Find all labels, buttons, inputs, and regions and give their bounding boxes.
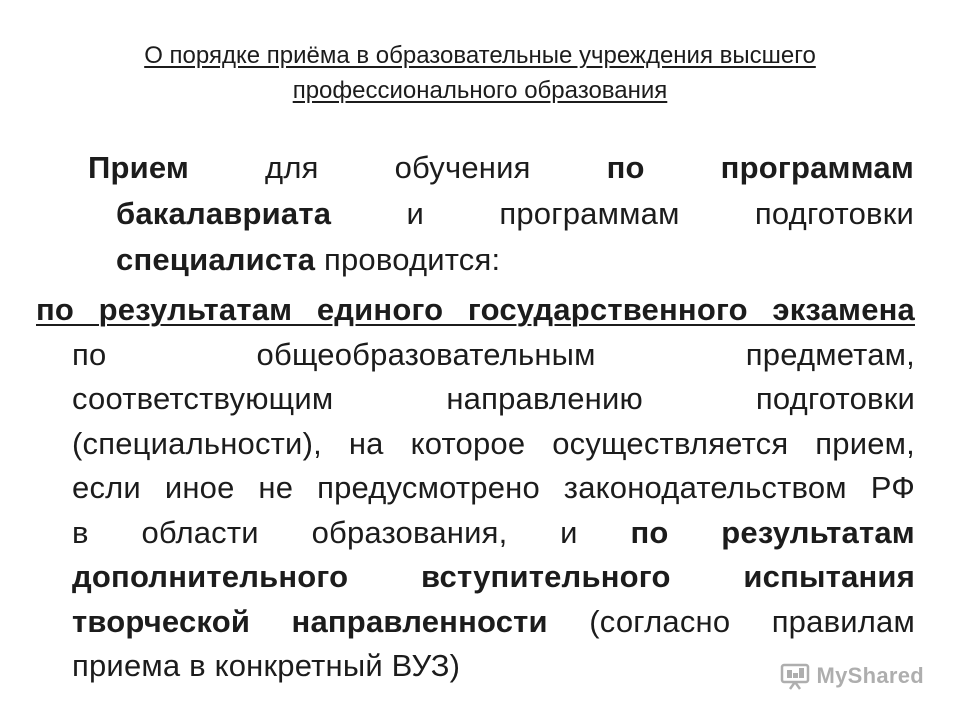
admission-paragraph: [88, 145, 914, 283]
paragraph-line: (специальности), на которое осуществляется прием,: [72, 425, 915, 461]
text-run: обучения: [394, 150, 531, 185]
text-run: по: [72, 336, 107, 372]
text-run: программам: [499, 196, 680, 231]
exam-paragraph: [36, 288, 915, 689]
text-run: бакалавриата: [116, 196, 332, 231]
watermark-text: MyShared: [816, 663, 924, 688]
title-line-2: профессионального образования: [292, 77, 668, 104]
text-run: подготовки: [754, 196, 914, 231]
presentation-board-icon: [780, 662, 810, 690]
paragraph-line: [88, 191, 914, 237]
paragraph-line: [36, 377, 915, 422]
text-run: в: [72, 514, 89, 550]
text-run: для: [265, 150, 319, 185]
paragraph-line: [36, 555, 915, 600]
text-run: предметам,: [745, 336, 915, 372]
text-run: вступительного: [421, 559, 671, 594]
slide-title: [40, 38, 920, 108]
text-run: (согласно правилам: [547, 603, 915, 639]
text-run: области: [141, 514, 259, 550]
text-run: творческой направленности: [72, 603, 548, 639]
text-run: проводится:: [315, 242, 501, 277]
text-run: и: [560, 514, 578, 550]
text-run: направлению: [446, 381, 643, 416]
text-run: образования,: [311, 514, 508, 550]
text-run: Прием: [88, 150, 190, 185]
paragraph-line: если иное не предусмотрено законодательством РФ: [72, 470, 915, 505]
paragraph-line: [88, 237, 914, 283]
paragraph-line: [36, 600, 915, 645]
myshared-watermark: [780, 662, 924, 690]
text-run: дополнительного: [72, 559, 349, 594]
text-run: специалиста: [116, 242, 316, 277]
text-run: по программам: [606, 150, 914, 185]
text-run: общеобразовательным: [256, 336, 596, 372]
text-run: по результатам: [630, 514, 915, 550]
paragraph-line: [36, 333, 915, 378]
paragraph-line: по результатам единого государственного экзамена: [36, 292, 915, 327]
paragraph-line: [88, 145, 914, 191]
paragraph-line: [36, 511, 915, 556]
text-run: и: [406, 196, 425, 231]
text-run: испытания: [743, 559, 915, 594]
paragraph-line: приема в конкретный ВУЗ): [72, 648, 461, 683]
text-run: соответствующим: [72, 381, 334, 416]
text-run: подготовки: [755, 381, 915, 416]
title-line-1: О порядке приёма в образовательные учреждения высшего: [144, 42, 816, 69]
